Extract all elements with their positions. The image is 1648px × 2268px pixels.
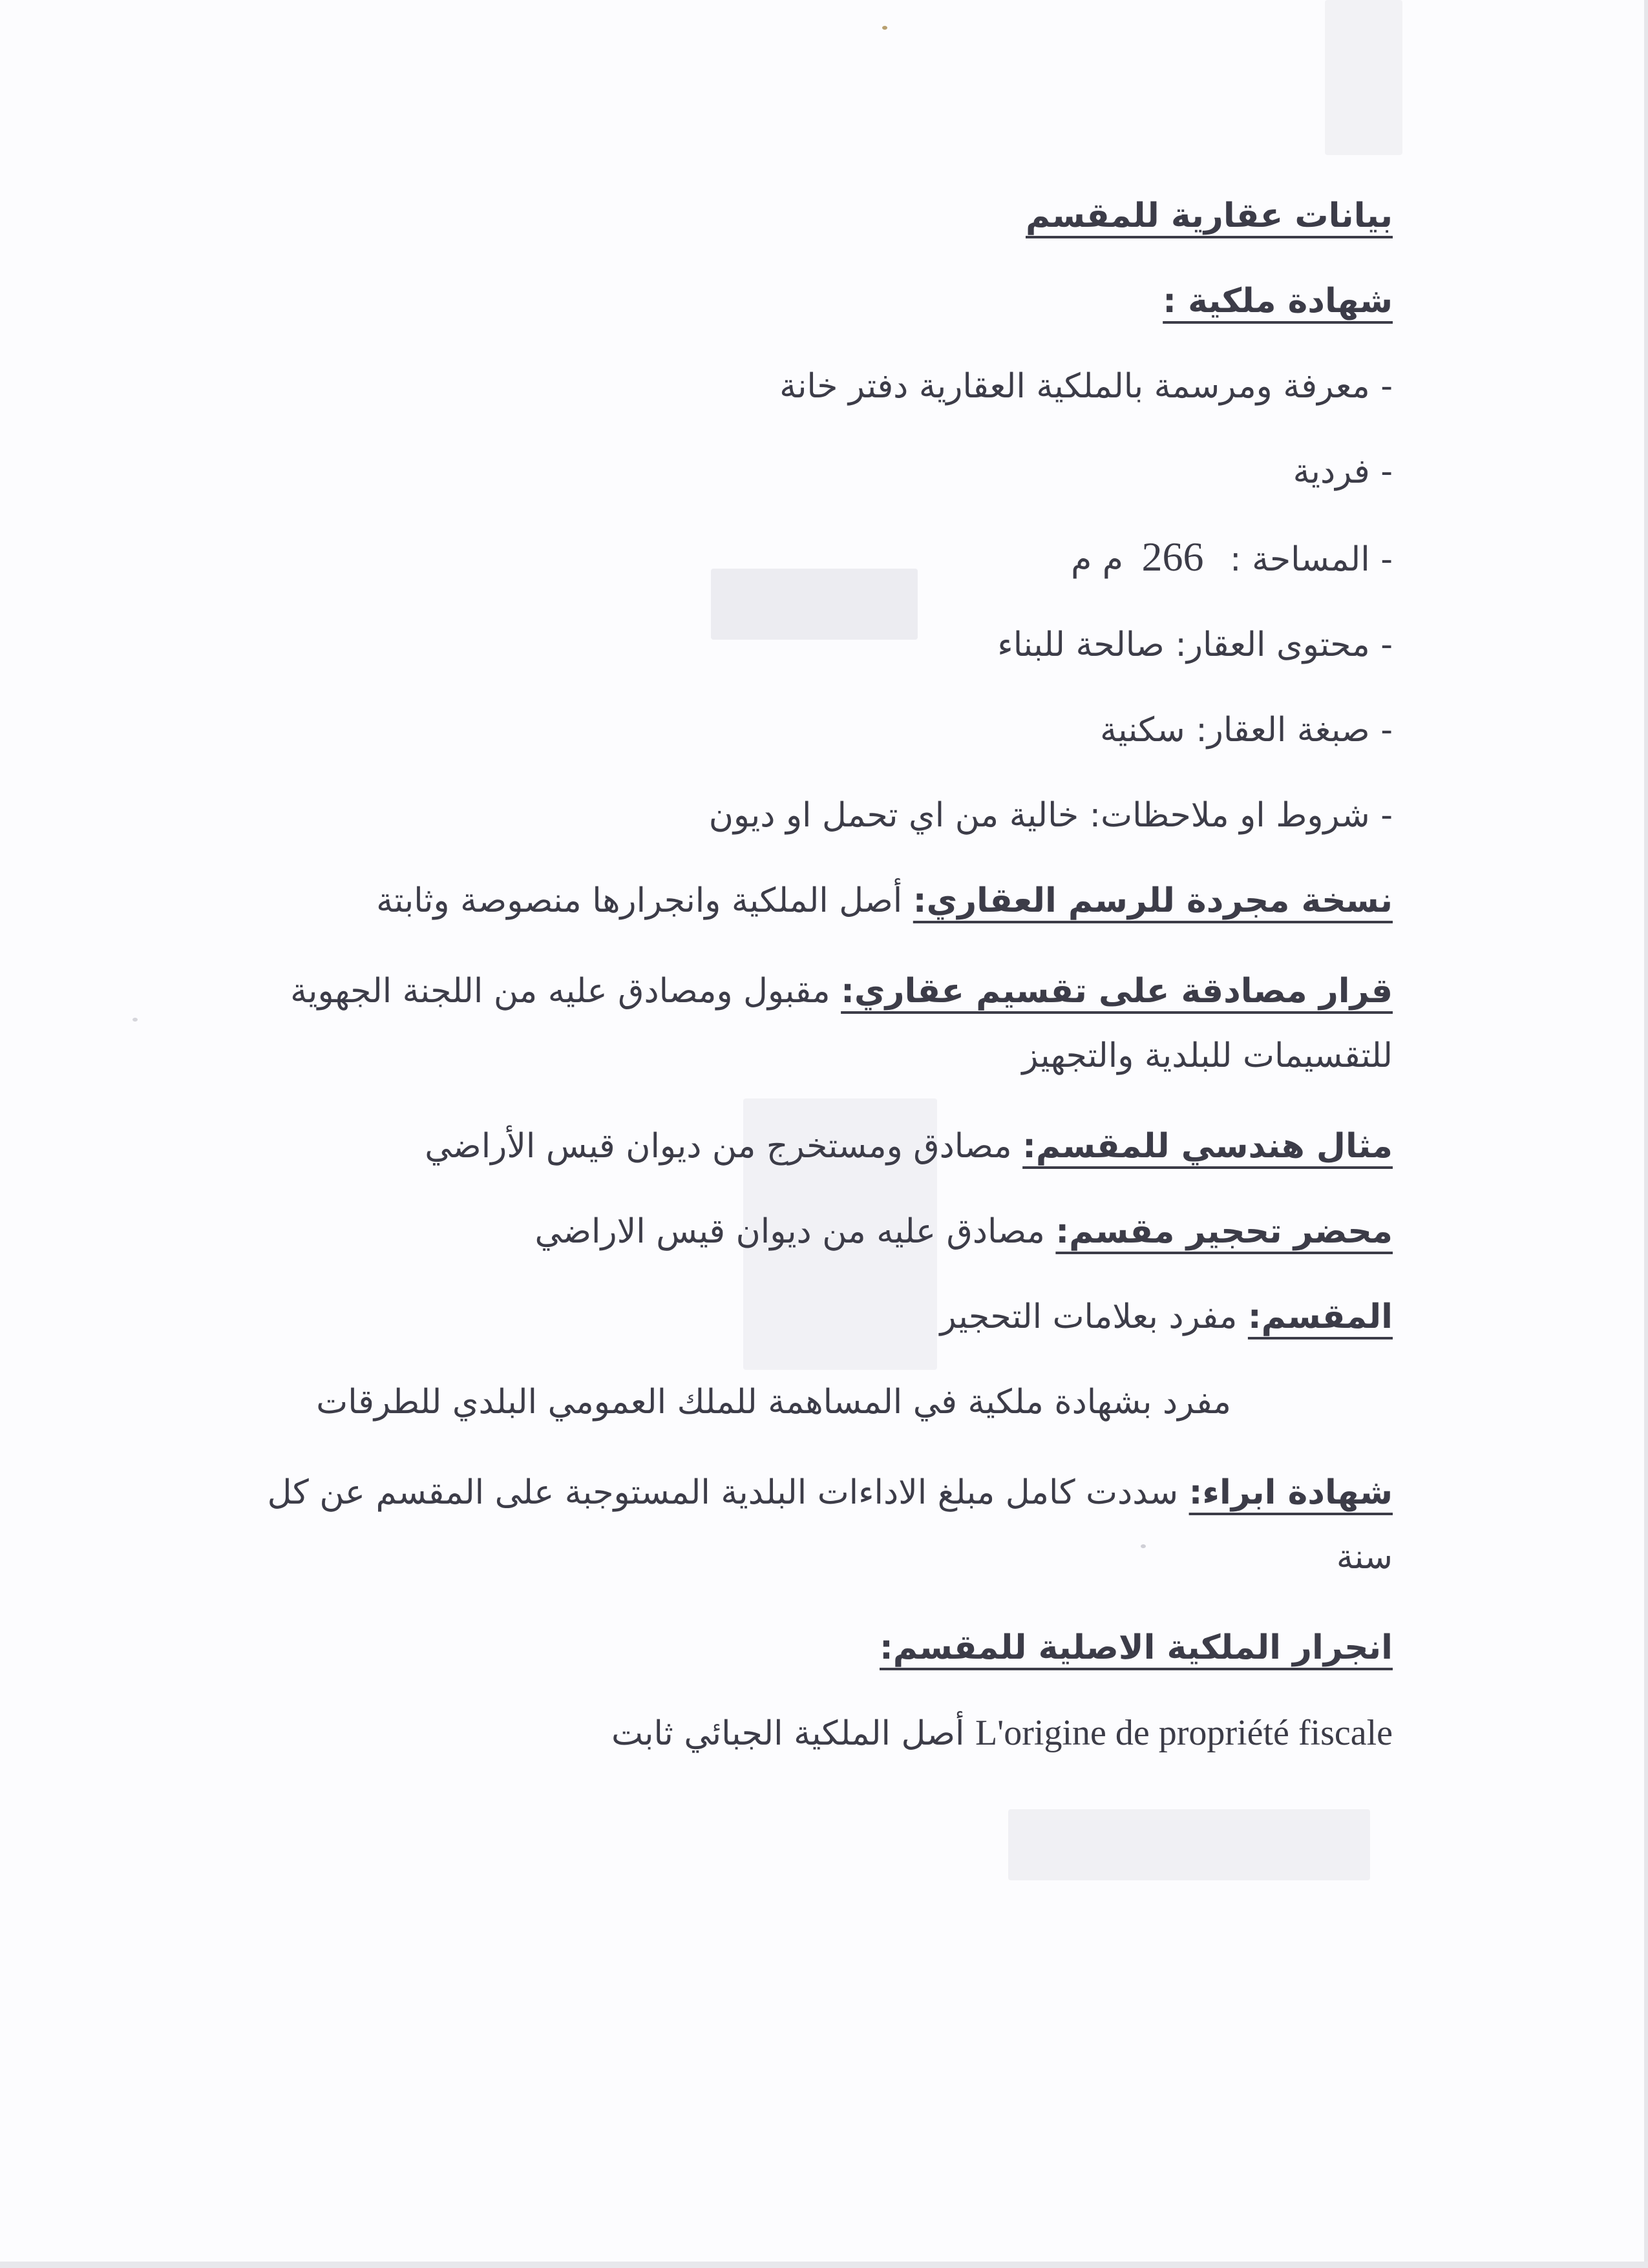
plan-label: مثال هندسي للمقسم: — [1022, 1127, 1393, 1166]
copy-row — [165, 879, 1393, 923]
decision-row — [268, 959, 1393, 1088]
plot-label: المقسم: — [1247, 1297, 1393, 1336]
plan-row — [165, 1124, 1393, 1168]
origin-value: أصل الملكية الجبائي ثابت — [611, 1714, 965, 1753]
bleed-through-block — [1325, 0, 1402, 155]
clearance-row — [255, 1460, 1393, 1590]
origin-latin: L'origine de propriété fiscale — [975, 1713, 1393, 1753]
origin-heading: انجرار الملكية الاصلية للمقسم: — [880, 1628, 1393, 1667]
survey-label: محضر تحجير مقسم: — [1055, 1212, 1393, 1251]
survey-row — [165, 1210, 1393, 1254]
item-content: - محتوى العقار: صالحة للبناء — [997, 625, 1393, 664]
copy-label: نسخة مجردة للرسم العقاري: — [913, 881, 1393, 920]
cert-heading: شهادة ملكية : — [1163, 282, 1393, 320]
item-area-label: - المساحة : — [1230, 540, 1393, 579]
item-registered: - معرفة ومرسمة بالملكية العقارية دفتر خانة — [779, 367, 1393, 406]
item-area-value: 266 — [1141, 534, 1204, 580]
scan-speck — [882, 26, 887, 30]
item-conditions: - شروط او ملاحظات: خالية من اي تحمل او ديون — [708, 796, 1393, 835]
item-type: - صبغة العقار: سكنية — [1100, 711, 1393, 750]
decision-label: قرار مصادقة على تقسيم عقاري: — [841, 972, 1393, 1011]
plot-row — [165, 1295, 1393, 1339]
copy-value: أصل الملكية وانجرارها منصوصة وثابتة — [376, 881, 913, 920]
item-area-unit: م م — [1071, 540, 1123, 579]
clearance-label: شهادة ابراء: — [1188, 1473, 1393, 1512]
origin-row — [165, 1711, 1393, 1756]
scan-speck — [1141, 1544, 1146, 1548]
decision-value: مقبول ومصادق عليه من اللجنة الجهوية للتقسيمات للبلدية والتجهيز — [290, 972, 1393, 1075]
clearance-value: سددت كامل مبلغ الاداءات البلدية المستوجبة على المقسم عن كل سنة — [267, 1473, 1393, 1577]
document-title: بيانات عقارية للمقسم — [1026, 196, 1393, 235]
scan-speck — [132, 1018, 138, 1022]
bleed-through-block — [1008, 1809, 1370, 1880]
plan-value: مصادق ومستخرج من ديوان قيس الأراضي — [425, 1127, 1023, 1166]
item-area — [165, 535, 1393, 582]
survey-value: مصادق عليه من ديوان قيس الاراضي — [534, 1212, 1056, 1251]
item-individual: - فردية — [1293, 452, 1393, 491]
scan-edge-bottom — [0, 2262, 1648, 2268]
document-body — [165, 194, 1393, 1756]
plot-extra: مفرد بشهادة ملكية في المساهمة للملك العمومي البلدي للطرقات — [316, 1383, 1231, 1422]
scan-edge-right — [1644, 0, 1648, 2268]
plot-value: مفرد بعلامات التحجير — [940, 1297, 1248, 1336]
